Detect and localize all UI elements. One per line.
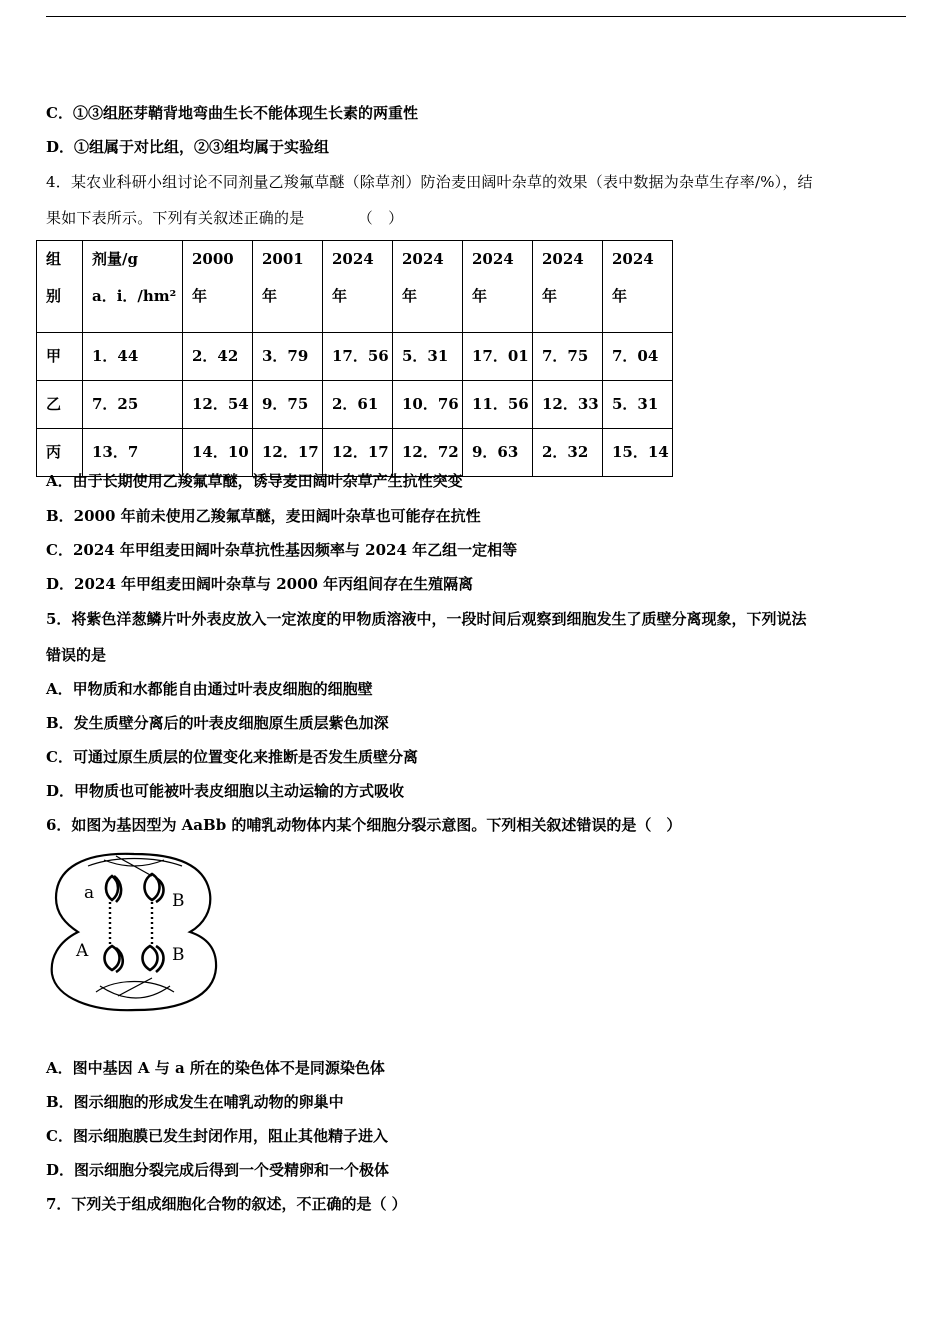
q5-stem-line2: 错误的是	[46, 646, 107, 664]
q4-option-c: C．2024 年甲组麦田阔叶杂草抗性基因频率与 2024 年乙组一定相等	[46, 541, 518, 559]
q6-option-c: C．图示细胞膜已发生封闭作用，阻止其他精子进入	[46, 1127, 388, 1145]
header-year: 2024 年	[323, 241, 393, 333]
herbicide-survival-table	[36, 240, 673, 477]
table-row: 甲 1．44 2．42 3．79 17．56 5．31 17．01 7．75 7．04	[37, 333, 673, 381]
q5-stem-line1: 5．将紫色洋葱鳞片叶外表皮放入一定浓度的甲物质溶液中，一段时间后观察到细胞发生了质壁分离现象，下列说法	[46, 610, 807, 628]
q4-stem-line1: 4．某农业科研小组讨论不同剂量乙羧氟草醚（除草剂）防治麦田阔叶杂草的效果（表中数据为杂草生存率/%），结	[46, 173, 813, 191]
table-row: 丙 13．7 14．10 12．17 12．17 12．72 9．63 2．32 15．14	[37, 429, 673, 477]
q5-option-a: A．甲物质和水都能自由通过叶表皮细胞的细胞壁	[46, 680, 373, 698]
q4-option-a: A．由于长期使用乙羧氟草醚，诱导麦田阔叶杂草产生抗性突变	[46, 472, 463, 490]
q4-option-b: B．2000 年前未使用乙羧氟草醚，麦田阔叶杂草也可能存在抗性	[46, 507, 481, 525]
cell-division-diagram	[44, 846, 224, 1016]
header-year: 2000 年	[183, 241, 253, 333]
q6-option-a: A．图中基因 A 与 a 所在的染色体不是同源染色体	[46, 1059, 385, 1077]
cell-membrane	[52, 854, 216, 1010]
header-year: 2024 年	[393, 241, 463, 333]
chromosome-top-right	[145, 874, 164, 902]
q5-option-c: C．可通过原生质层的位置变化来推断是否发生质壁分离	[46, 748, 418, 766]
header-group: 组 别	[37, 241, 83, 333]
label-b-bottom: B	[172, 945, 185, 965]
label-A: A	[76, 941, 89, 961]
table-header-row	[37, 241, 673, 333]
q6-option-d: D．图示细胞分裂完成后得到一个受精卵和一个极体	[46, 1161, 390, 1179]
spindle-fibers-bottom	[96, 978, 174, 998]
top-rule	[46, 16, 906, 17]
q3-option-d: D．①组属于对比组，②③组均属于实验组	[46, 138, 330, 156]
header-year: 2024 年	[603, 241, 673, 333]
q4-option-d: D．2024 年甲组麦田阔叶杂草与 2000 年丙组间存在生殖隔离	[46, 575, 474, 593]
q5-option-d: D．甲物质也可能被叶表皮细胞以主动运输的方式吸收	[46, 782, 405, 800]
chromosome-top-left	[106, 876, 121, 902]
table-row: 乙 7．25 12．54 9．75 2．61 10．76 11．56 12．33 5．31	[37, 381, 673, 429]
q7-stem: 7．下列关于组成细胞化合物的叙述，不正确的是（ ）	[46, 1195, 407, 1213]
label-a: a	[84, 883, 95, 903]
q5-option-b: B．发生质壁分离后的叶表皮细胞原生质层紫色加深	[46, 714, 389, 732]
label-b-top: B	[172, 891, 185, 911]
q3-option-c: C．①③组胚芽鞘背地弯曲生长不能体现生长素的两重性	[46, 104, 418, 122]
q6-stem: 6．如图为基因型为 AaBb 的哺乳动物体内某个细胞分裂示意图。下列相关叙述错误的是（ ）	[46, 816, 682, 834]
header-year: 2024 年	[533, 241, 603, 333]
header-year: 2024 年	[463, 241, 533, 333]
spindle-fibers-top	[88, 856, 182, 876]
chromosome-bottom-left	[105, 946, 123, 972]
chromosome-bottom-right	[143, 946, 164, 972]
q6-option-b: B．图示细胞的形成发生在哺乳动物的卵巢中	[46, 1093, 344, 1111]
header-dose: 剂量/g a．i．/hm²	[83, 241, 183, 333]
q4-stem-line2: 果如下表所示。下列有关叙述正确的是 （ ）	[46, 209, 404, 227]
header-year: 2001 年	[253, 241, 323, 333]
